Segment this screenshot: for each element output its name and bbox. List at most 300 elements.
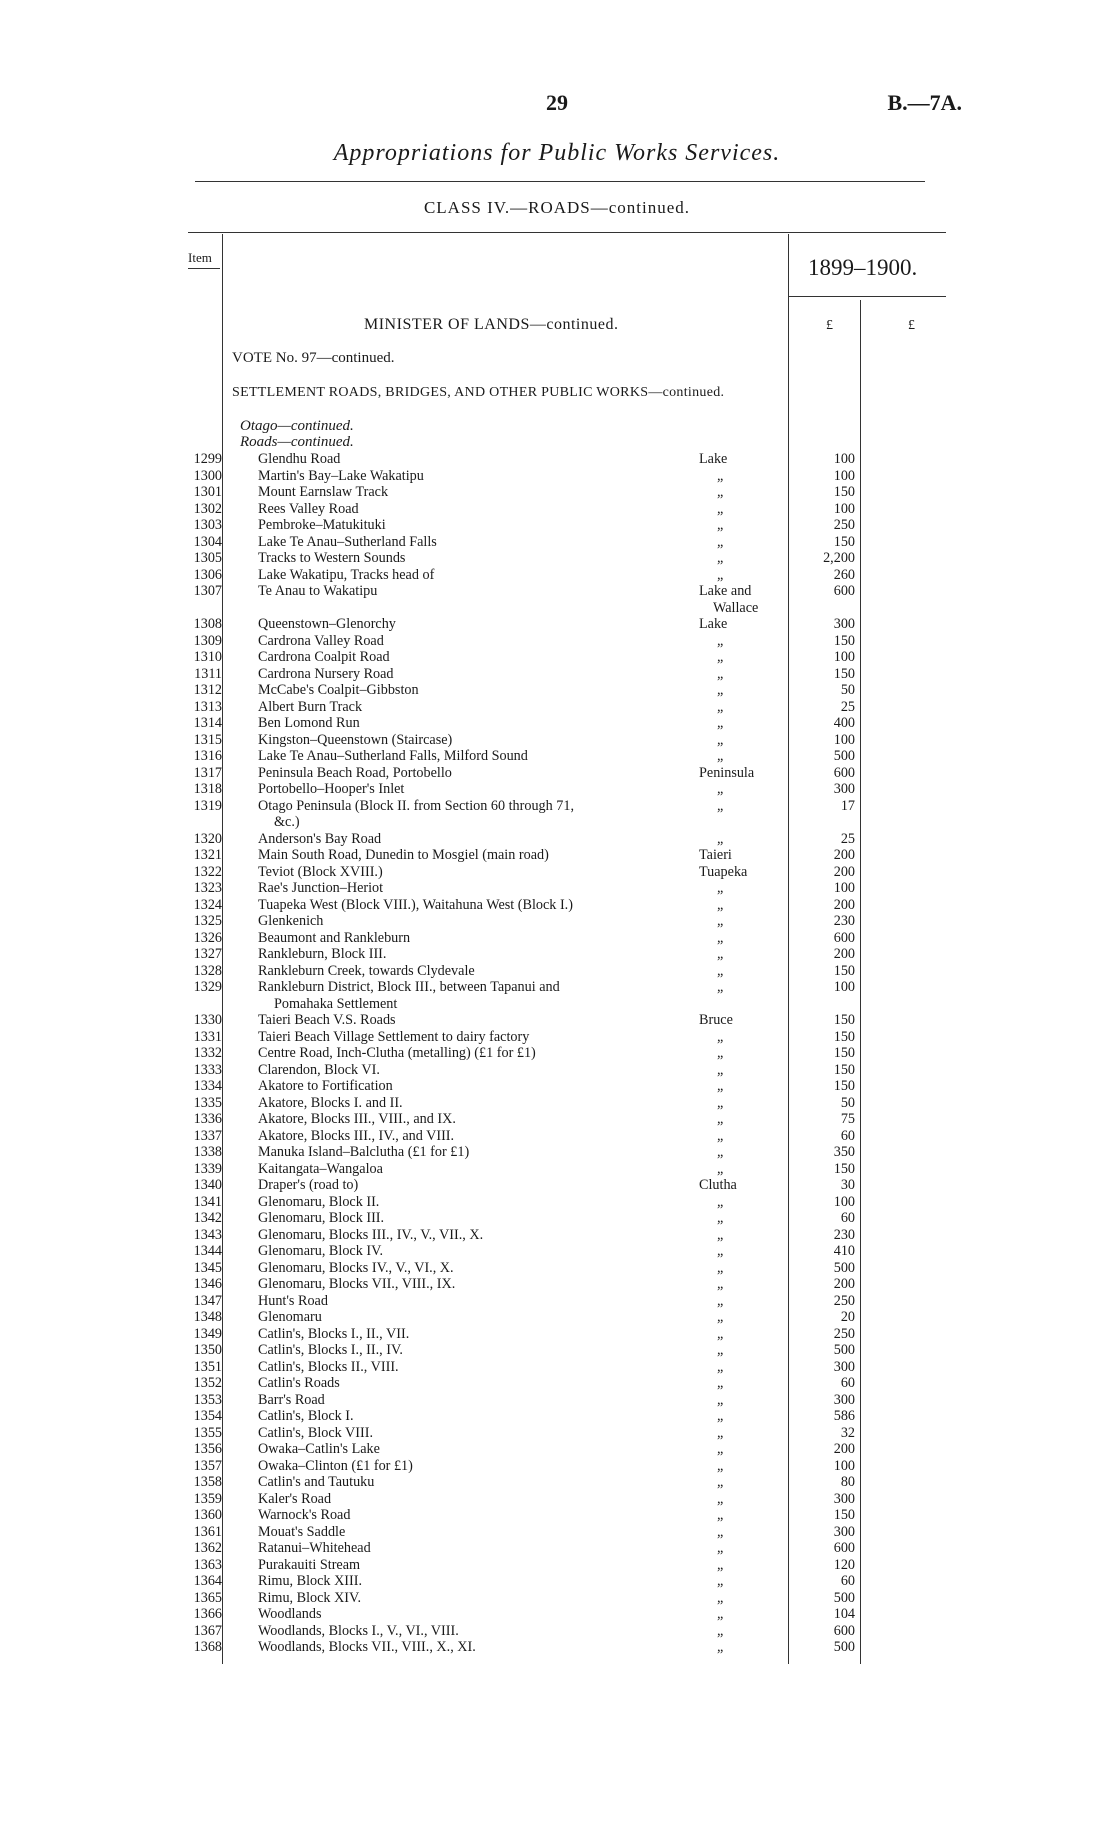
electorate <box>699 1260 787 1277</box>
work-name <box>258 1029 698 1046</box>
work-name <box>258 1260 698 1277</box>
electorate-text: „ <box>717 1589 724 1606</box>
amount: 200 <box>833 946 855 962</box>
item-number: 1344 <box>193 1243 222 1259</box>
electorate-text: „ <box>717 1457 724 1474</box>
electorate-text: „ <box>717 550 724 566</box>
amount: 410 <box>833 1243 855 1259</box>
electorate-text: „ <box>717 467 724 484</box>
work-name-text: Tracks to Western Sounds <box>258 550 406 566</box>
electorate-text: Bruce <box>699 1012 733 1028</box>
item-number: 1348 <box>193 1309 222 1325</box>
electorate-text: „ <box>717 1573 724 1589</box>
work-name <box>258 1507 698 1524</box>
electorate <box>699 1045 787 1062</box>
year-header-rule <box>788 296 946 297</box>
electorate <box>699 1210 787 1227</box>
work-name <box>258 468 698 485</box>
electorate-text: „ <box>717 1540 724 1556</box>
item-number: 1312 <box>193 682 222 698</box>
work-name <box>258 1062 698 1079</box>
ministry-heading: MINISTER OF LANDS—continued. <box>364 316 619 333</box>
work-name-text: Main South Road, Dunedin to Mosgiel (main road) <box>258 847 549 863</box>
table-top-rule <box>188 232 946 233</box>
electorate <box>699 501 787 518</box>
work-name-text: Mouat's Saddle <box>258 1523 346 1540</box>
amount: 600 <box>833 1540 855 1556</box>
work-name-text: Anderson's Bay Road <box>258 830 382 847</box>
amount: 300 <box>833 1391 855 1408</box>
item-number: 1343 <box>193 1226 222 1243</box>
electorate-text: „ <box>717 1144 724 1160</box>
item-number: 1303 <box>193 517 222 533</box>
amount: 60 <box>840 1375 855 1391</box>
work-name-text: Peninsula Beach Road, Portobello <box>258 764 452 781</box>
amount: 250 <box>833 1325 855 1342</box>
electorate-text: „ <box>717 1111 724 1127</box>
item-number: 1324 <box>193 896 222 913</box>
work-name <box>258 1540 698 1557</box>
work-name <box>258 1639 698 1656</box>
electorate-text: „ <box>717 962 724 979</box>
amount: 500 <box>833 1639 855 1655</box>
work-name-text: Tuapeka West (Block VIII.), Waitahuna West (Block I.) <box>258 896 573 913</box>
electorate-text: „ <box>717 1639 724 1655</box>
electorate <box>699 468 787 485</box>
work-name <box>258 501 698 518</box>
amount: 25 <box>840 698 855 715</box>
amount: 500 <box>833 748 855 764</box>
electorate <box>699 1078 787 1095</box>
amount: 200 <box>833 847 855 863</box>
work-name-text: Albert Burn Track <box>258 698 363 715</box>
amount: 150 <box>833 1160 855 1177</box>
amount: 230 <box>833 913 855 929</box>
item-number: 1355 <box>193 1424 222 1441</box>
electorate <box>699 765 787 782</box>
item-number: 1337 <box>193 1127 222 1144</box>
item-number: 1329 <box>193 979 222 995</box>
item-number: 1352 <box>193 1375 222 1391</box>
electorate <box>699 946 787 963</box>
item-number: 1368 <box>193 1639 222 1655</box>
amount: 300 <box>833 616 855 632</box>
amount: 25 <box>840 830 855 847</box>
work-name-text: Mount Earnslaw Track <box>258 484 389 500</box>
amount: 17 <box>840 797 855 814</box>
amount: 104 <box>833 1606 855 1622</box>
work-name-text: Catlin's and Tautuku <box>258 1474 375 1490</box>
electorate-text: „ <box>717 1507 724 1523</box>
item-number: 1359 <box>193 1490 222 1507</box>
electorate <box>699 748 787 765</box>
work-name <box>258 1425 698 1442</box>
work-name-text: Rankleburn Creek, towards Clydevale <box>258 962 475 979</box>
amount: 32 <box>840 1424 855 1441</box>
electorate <box>699 847 787 864</box>
work-name-text: Glenomaru, Blocks IV., V., VI., X. <box>258 1259 454 1276</box>
electorate <box>699 732 787 749</box>
amount: 200 <box>833 863 855 880</box>
work-name <box>258 765 698 782</box>
work-name <box>258 979 698 1012</box>
electorate-text: „ <box>717 1210 724 1226</box>
item-number: 1334 <box>193 1078 222 1094</box>
item-number: 1347 <box>193 1292 222 1309</box>
work-name <box>258 1227 698 1244</box>
amount: 150 <box>833 484 855 500</box>
electorate-text: „ <box>717 1358 724 1375</box>
work-name <box>258 1309 698 1326</box>
work-name-text: Catlin's, Block VIII. <box>258 1424 373 1441</box>
subregion-heading: Roads—continued. <box>240 434 354 450</box>
electorate-text: „ <box>717 698 724 715</box>
total-column-rule <box>860 300 861 1664</box>
work-name-text: Draper's (road to) <box>258 1177 359 1193</box>
amount: 100 <box>833 880 855 896</box>
work-name-text: Manuka Island–Balclutha (£1 for £1) <box>258 1144 470 1160</box>
work-name-text: Lake Wakatipu, Tracks head of <box>258 566 435 583</box>
item-number: 1325 <box>193 913 222 929</box>
work-name <box>258 715 698 732</box>
electorate <box>699 484 787 501</box>
item-column-rule <box>222 234 223 1664</box>
amount: 300 <box>833 781 855 797</box>
amount: 200 <box>833 896 855 913</box>
work-name-text: Kaler's Road <box>258 1490 332 1507</box>
electorate <box>699 1326 787 1343</box>
electorate <box>699 699 787 716</box>
electorate <box>699 649 787 666</box>
electorate-text: „ <box>717 533 724 550</box>
electorate-text: „ <box>717 797 724 814</box>
electorate-text: „ <box>717 1622 724 1639</box>
item-number: 1311 <box>194 665 222 682</box>
work-name-text: Catlin's, Block I. <box>258 1408 354 1424</box>
amount: 80 <box>840 1474 855 1490</box>
electorate-text: „ <box>717 1391 724 1408</box>
electorate-text: „ <box>717 1226 724 1243</box>
work-name <box>258 1326 698 1343</box>
electorate-continuation: Wallace <box>713 599 759 616</box>
work-name <box>258 1095 698 1112</box>
electorate <box>699 567 787 584</box>
item-number: 1332 <box>193 1045 222 1061</box>
electorate-text: Lake and <box>699 583 752 599</box>
electorate-text: „ <box>717 1441 724 1457</box>
electorate-text: Lake <box>699 451 728 467</box>
work-name <box>258 484 698 501</box>
work-name-text: Rimu, Block XIII. <box>258 1573 363 1589</box>
electorate-text: „ <box>717 1375 724 1391</box>
item-number: 1346 <box>193 1276 222 1292</box>
electorate <box>699 1012 787 1029</box>
item-number: 1358 <box>193 1474 222 1490</box>
work-name <box>258 847 698 864</box>
amount: 150 <box>833 1045 855 1061</box>
work-name <box>258 1161 698 1178</box>
work-name <box>258 781 698 798</box>
item-number: 1341 <box>193 1193 222 1210</box>
electorate <box>699 1474 787 1491</box>
work-name-text: Taieri Beach Village Settlement to dairy factory <box>258 1028 530 1045</box>
work-name <box>258 831 698 848</box>
work-name-text: Portobello–Hooper's Inlet <box>258 781 405 797</box>
electorate <box>699 616 787 633</box>
electorate-text: „ <box>717 1078 724 1094</box>
electorate-text: „ <box>717 632 724 649</box>
item-number: 1319 <box>193 797 222 814</box>
electorate-text: „ <box>717 1490 724 1507</box>
electorate <box>699 1342 787 1359</box>
electorate-text: „ <box>717 748 724 764</box>
work-name-text: Beaumont and Rankleburn <box>258 929 411 946</box>
electorate <box>699 682 787 699</box>
electorate-text: Peninsula <box>699 764 755 781</box>
work-name <box>258 897 698 914</box>
item-number: 1354 <box>193 1408 222 1424</box>
amount: 500 <box>833 1342 855 1358</box>
work-name <box>258 1623 698 1640</box>
work-name-text: Kingston–Queenstown (Staircase) <box>258 731 453 748</box>
work-name <box>258 1194 698 1211</box>
item-number: 1351 <box>193 1358 222 1375</box>
work-name <box>258 1606 698 1623</box>
work-name <box>258 1342 698 1359</box>
work-name-continuation: &c.) <box>274 814 300 830</box>
amount: 150 <box>833 962 855 979</box>
item-number: 1314 <box>193 715 222 731</box>
item-number: 1310 <box>193 649 222 665</box>
work-name-text: Te Anau to Wakatipu <box>258 583 378 599</box>
item-number: 1342 <box>193 1210 222 1226</box>
item-number: 1321 <box>193 847 222 863</box>
amount: 600 <box>833 1622 855 1639</box>
electorate <box>699 1227 787 1244</box>
electorate-text: „ <box>717 665 724 682</box>
electorate-text: „ <box>717 682 724 698</box>
electorate-text: „ <box>717 731 724 748</box>
amount: 300 <box>833 1523 855 1540</box>
electorate <box>699 864 787 881</box>
work-name-text: Ratanui–Whitehead <box>258 1540 371 1556</box>
item-number: 1326 <box>193 929 222 946</box>
item-number: 1305 <box>193 550 222 566</box>
work-name-text: Catlin's, Blocks II., VIII. <box>258 1358 399 1375</box>
electorate <box>699 1359 787 1376</box>
electorate-text: „ <box>717 500 724 517</box>
electorate-text: „ <box>717 1094 724 1111</box>
electorate <box>699 1441 787 1458</box>
electorate <box>699 715 787 732</box>
item-number: 1316 <box>193 748 222 764</box>
item-number: 1300 <box>193 467 222 484</box>
electorate-text: „ <box>717 1193 724 1210</box>
amount: 100 <box>833 731 855 748</box>
item-number: 1308 <box>193 616 222 632</box>
electorate-text: „ <box>717 1325 724 1342</box>
work-name <box>258 1128 698 1145</box>
amount: 100 <box>833 979 855 995</box>
item-number: 1327 <box>193 946 222 962</box>
work-name <box>258 1210 698 1227</box>
electorate-text: Tuapeka <box>699 863 748 880</box>
electorate <box>699 1408 787 1425</box>
electorate <box>699 451 787 468</box>
title-rule <box>195 181 925 182</box>
work-name-text: Purakauiti Stream <box>258 1556 361 1573</box>
work-name <box>258 1491 698 1508</box>
work-name <box>258 913 698 930</box>
amount: 20 <box>840 1309 855 1325</box>
electorate <box>699 979 787 996</box>
amount: 250 <box>833 1292 855 1309</box>
work-name-text: Glenomaru <box>258 1309 322 1325</box>
item-number: 1307 <box>193 583 222 599</box>
electorate <box>699 633 787 650</box>
item-number: 1365 <box>193 1589 222 1606</box>
electorate-text: Taieri <box>699 847 732 863</box>
electorate <box>699 1623 787 1640</box>
work-name <box>258 930 698 947</box>
electorate-text: „ <box>717 1243 724 1259</box>
work-name <box>258 1392 698 1409</box>
item-number: 1317 <box>193 764 222 781</box>
pound-label-right: £ <box>908 318 915 333</box>
work-name-text: Akatore, Blocks III., VIII., and IX. <box>258 1111 456 1127</box>
work-name-text: Glenkenich <box>258 913 324 929</box>
amount: 200 <box>833 1441 855 1457</box>
electorate-text: „ <box>717 1045 724 1061</box>
work-name <box>258 550 698 567</box>
electorate <box>699 583 787 616</box>
work-name <box>258 1408 698 1425</box>
amount: 600 <box>833 583 855 599</box>
work-name <box>258 1590 698 1607</box>
electorate-text: „ <box>717 1606 724 1622</box>
electorate <box>699 798 787 815</box>
amount: 500 <box>833 1259 855 1276</box>
work-name <box>258 699 698 716</box>
electorate <box>699 1161 787 1178</box>
electorate <box>699 1557 787 1574</box>
work-name-text: Rankleburn District, Block III., between Tapanui and <box>258 979 560 995</box>
electorate-text: „ <box>717 913 724 929</box>
work-name-text: Rimu, Block XIV. <box>258 1589 361 1606</box>
work-name-text: Akatore to Fortification <box>258 1078 393 1094</box>
item-column-header: Item <box>188 250 212 265</box>
work-name-text: Owaka–Catlin's Lake <box>258 1441 380 1457</box>
work-name <box>258 1012 698 1029</box>
work-name-text: Akatore, Blocks III., IV., and VIII. <box>258 1127 455 1144</box>
work-name-text: Martin's Bay–Lake Wakatipu <box>258 467 424 484</box>
work-name-text: Cardrona Nursery Road <box>258 665 394 682</box>
amount: 50 <box>840 682 855 698</box>
item-number: 1309 <box>193 632 222 649</box>
amount: 150 <box>833 1012 855 1028</box>
electorate <box>699 1392 787 1409</box>
work-name-text: Queenstown–Glenorchy <box>258 616 396 632</box>
work-name-text: Glenomaru, Blocks III., IV., V., VII., X. <box>258 1226 484 1243</box>
amount: 200 <box>833 1276 855 1292</box>
electorate <box>699 1276 787 1293</box>
electorate-text: „ <box>717 1408 724 1424</box>
work-name-text: Woodlands, Blocks I., V., VI., VIII. <box>258 1622 459 1639</box>
work-name-text: Akatore, Blocks I. and II. <box>258 1094 403 1111</box>
electorate <box>699 913 787 930</box>
item-number: 1333 <box>193 1061 222 1078</box>
electorate <box>699 1491 787 1508</box>
electorate <box>699 831 787 848</box>
electorate <box>699 897 787 914</box>
work-name <box>258 1243 698 1260</box>
electorate-text: „ <box>717 880 724 896</box>
work-name-text: Hunt's Road <box>258 1292 328 1309</box>
work-name <box>258 946 698 963</box>
electorate <box>699 963 787 980</box>
electorate <box>699 930 787 947</box>
work-name-text: Taieri Beach V.S. Roads <box>258 1012 396 1028</box>
amount: 150 <box>833 1078 855 1094</box>
electorate <box>699 550 787 567</box>
electorate <box>699 1590 787 1607</box>
work-name-text: Catlin's Roads <box>258 1375 340 1391</box>
electorate-text: „ <box>717 1474 724 1490</box>
amount: 30 <box>840 1177 855 1193</box>
item-number: 1315 <box>193 731 222 748</box>
item-number: 1353 <box>193 1391 222 1408</box>
page-number: 29 <box>546 90 568 115</box>
work-name <box>258 1293 698 1310</box>
work-name <box>258 1177 698 1194</box>
item-number: 1330 <box>193 1012 222 1028</box>
electorate-text: „ <box>717 1127 724 1144</box>
item-number: 1299 <box>193 451 222 467</box>
electorate-text: „ <box>717 517 724 533</box>
electorate-text: „ <box>717 1028 724 1045</box>
item-number: 1361 <box>193 1523 222 1540</box>
work-name-text: Pembroke–Matukituki <box>258 517 386 533</box>
item-number: 1349 <box>193 1325 222 1342</box>
work-name-text: Catlin's, Blocks I., II., IV. <box>258 1342 403 1358</box>
item-header-rule <box>188 268 220 269</box>
electorate-text: „ <box>717 566 724 583</box>
item-number: 1366 <box>193 1606 222 1622</box>
amount: 150 <box>833 665 855 682</box>
item-number: 1335 <box>193 1094 222 1111</box>
region-heading: Otago—continued. <box>240 418 354 434</box>
item-number: 1328 <box>193 962 222 979</box>
class-heading: CLASS IV.—ROADS—continued. <box>423 198 691 217</box>
work-name <box>258 682 698 699</box>
amount: 260 <box>833 566 855 583</box>
electorate-text: „ <box>717 1292 724 1309</box>
work-name-text: McCabe's Coalpit–Gibbston <box>258 682 419 698</box>
work-name-text: Lake Te Anau–Sutherland Falls <box>258 533 437 550</box>
item-number: 1301 <box>193 484 222 500</box>
item-number: 1336 <box>193 1111 222 1127</box>
item-number: 1356 <box>193 1441 222 1457</box>
work-name <box>258 583 698 600</box>
electorate-text: „ <box>717 715 724 731</box>
item-number: 1322 <box>193 863 222 880</box>
work-name-text: Glenomaru, Block II. <box>258 1193 380 1210</box>
item-number: 1363 <box>193 1556 222 1573</box>
work-name <box>258 1441 698 1458</box>
electorate-text: „ <box>717 1523 724 1540</box>
work-name <box>258 1375 698 1392</box>
electorate-text: „ <box>717 979 724 995</box>
